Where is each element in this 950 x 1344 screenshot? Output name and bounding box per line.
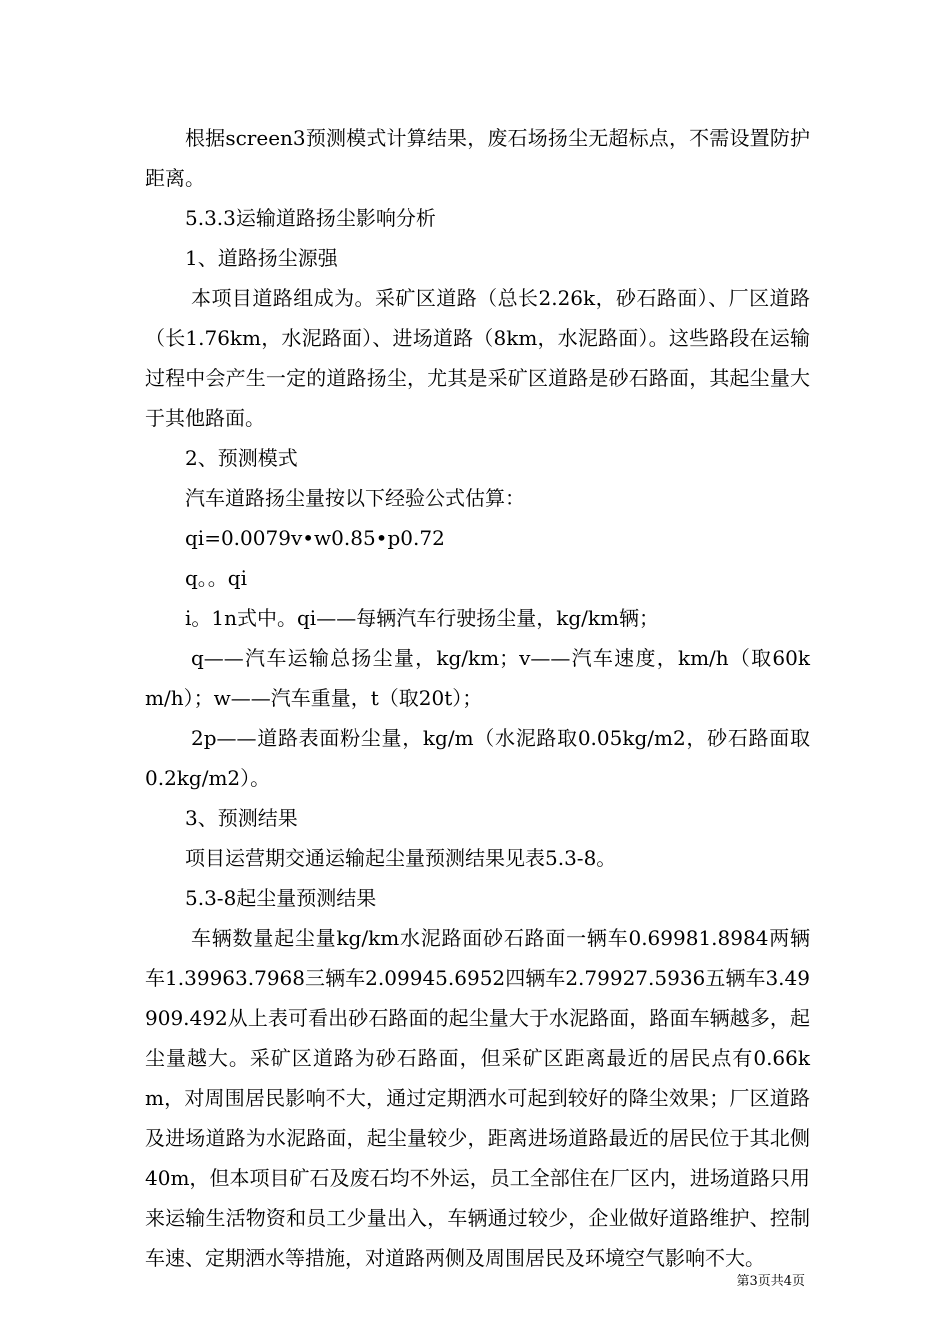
formula-definition-qi: i。1n式中。qi——每辆汽车行驶扬尘量，kg/km辆； bbox=[185, 606, 659, 630]
document-body bbox=[145, 118, 810, 1278]
subheading-prediction-model: 2、预测模式 bbox=[185, 446, 298, 470]
section-heading-5-3-3: 5.3.3运输道路扬尘影响分析 bbox=[185, 206, 436, 230]
page-number: 第3页共4页 bbox=[736, 1274, 805, 1289]
formula-definition-p: 2p——道路表面粉尘量，kg/m（水泥路取0.05kg/m2，砂石路面取0.2kg/m2）。 bbox=[145, 726, 810, 790]
subheading-prediction-results: 3、预测结果 bbox=[185, 806, 298, 830]
subheading-road-dust-source: 1、道路扬尘源强 bbox=[185, 246, 338, 270]
paragraph-results-reference: 项目运营期交通运输起尘量预测结果见表5.3-8。 bbox=[185, 846, 617, 870]
paragraph-formula-intro: 汽车道路扬尘量按以下经验公式估算： bbox=[185, 486, 525, 510]
paragraph-results-analysis: 车辆数量起尘量kg/km水泥路面砂石路面一辆车0.69981.8984两辆车1.39963.7968三辆车2.09945.6952四辆车2.79927.5936五辆车3.49909.492从上表可看出砂石路面的起尘量大于水泥路面，路面车辆越多，起尘量越大。采矿区道路为砂石路面，但采矿区距离最近的居民点有0.66km，对周围居民影响不大，通过定期洒水可起到较好的降尘效果；厂区道路及进场道路为水泥路面，起尘量较少，距离进场道路最近的居民位于其北侧40m，但本项目矿石及废石均不外运，员工全部住在厂区内，进场道路只用来运输生活物资和员工少量出入，车辆通过较少，企业做好道路维护、控制车速、定期洒水等措施，对道路两侧及周围居民及环境空气影响不大。 bbox=[145, 926, 810, 1270]
paragraph-road-composition: 本项目道路组成为。采矿区道路（总长2.26k，砂石路面）、厂区道路（长1.76km，水泥路面）、进场道路（8km，水泥路面）。这些路段在运输过程中会产生一定的道路扬尘，尤其是采矿区道路是砂石路面，其起尘量大于其他路面。 bbox=[145, 286, 810, 430]
formula-qi: qi=0.0079v•w0.85•p0.72 bbox=[185, 526, 445, 550]
table-caption-5-3-8: 5.3-8起尘量预测结果 bbox=[185, 886, 377, 910]
formula-q-sum: q。。qi bbox=[185, 566, 248, 590]
paragraph-screen3-result: 根据screen3预测模式计算结果，废石场扬尘无超标点，不需设置防护距离。 bbox=[145, 126, 810, 190]
formula-definition-q-v-w: q——汽车运输总扬尘量，kg/km；v——汽车速度，km/h（取60km/h）；w——汽车重量，t（取20t）； bbox=[145, 646, 810, 710]
